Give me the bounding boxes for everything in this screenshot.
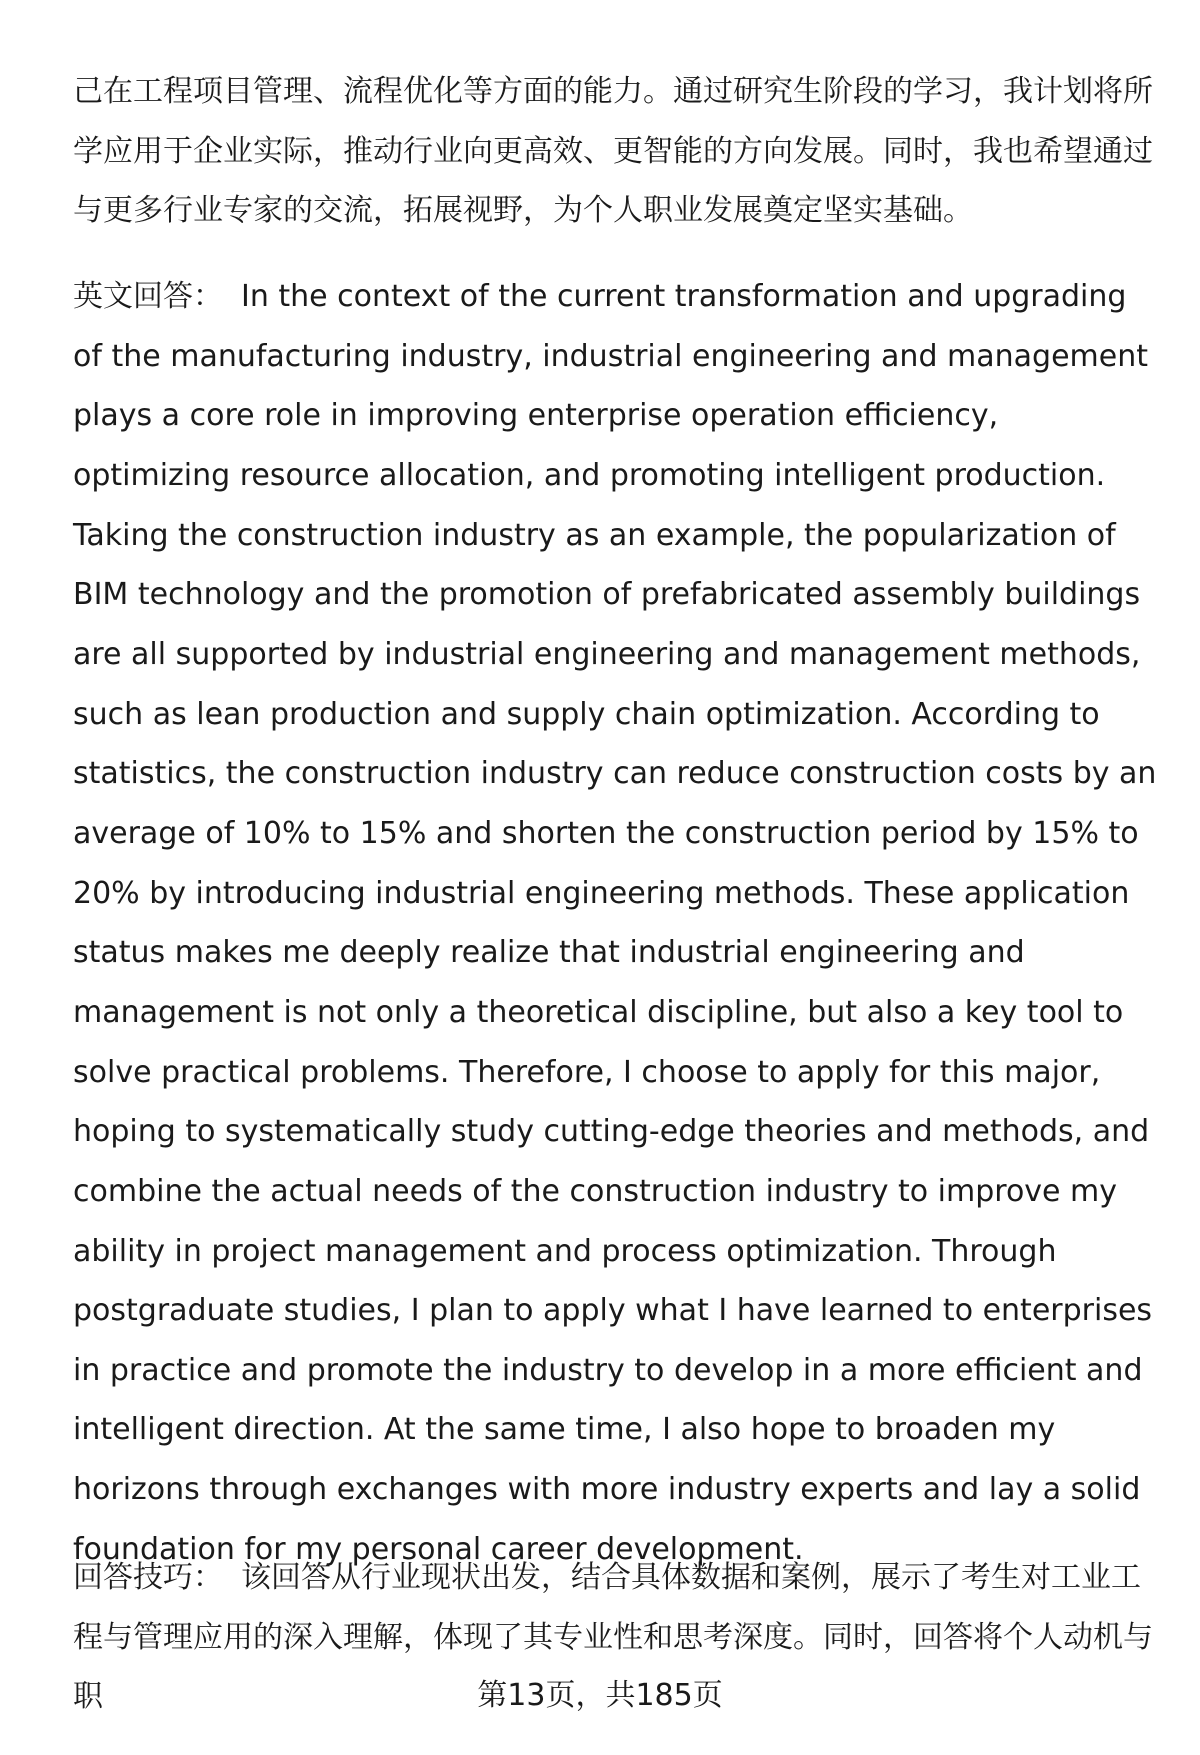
english-answer-label: 英文回答： xyxy=(73,279,223,314)
page-number-footer: 第13页，共185页 xyxy=(477,1678,723,1713)
english-answer-paragraph xyxy=(73,267,1163,1579)
answer-tips-text: 该回答从行业现状出发，结合具体数据和案例，展示了考生对工业工程与管理应用的深入理解，体现了其专业性和思考深度。同时，回答将个人动机与职 xyxy=(73,1560,1153,1714)
answer-tips-label: 回答技巧： xyxy=(73,1560,223,1595)
english-answer-text: In the context of the current transformation and upgrading of the manufacturing industry, industrial engineering and management plays a core role in improving enterprise operation efficiency, optimizing resource allocation, and promoting intelligent production. Taking the construction industry as an example, the popularization of BIM technology and the promotion of prefabricated assembly buildings are all supported by industrial engineering and management methods, such as lean production and supply chain optimization. According to statistics, the construction industry can reduce construction costs by an average of 10% to 15% and shorten the construction period by 15% to 20% by introducing industrial engineering methods. These application status makes me deeply realize that industrial engineering and management is not only a theoretical discipline, but also a key tool to solve practical problems. Therefore, I choose to apply for this major, hoping to systematically study cutting-edge theories and methods, and combine the actual needs of the construction industry to improve my ability in project management and process optimization. Through postgraduate studies, I plan to apply what I have learned to enterprises in practice and promote the industry to develop in a more efficient and intelligent direction. At the same time, I also hope to broaden my horizons through exchanges with more industry experts and lay a solid foundation for my personal career development. xyxy=(73,279,1157,1567)
intro-cn-paragraph: 己在工程项目管理、流程优化等方面的能力。通过研究生阶段的学习，我计划将所学应用于企业实际，推动行业向更高效、更智能的方向发展。同时，我也希望通过与更多行业专家的交流，拓展视野，为个人职业发展奠定坚实基础。 xyxy=(73,74,1153,228)
